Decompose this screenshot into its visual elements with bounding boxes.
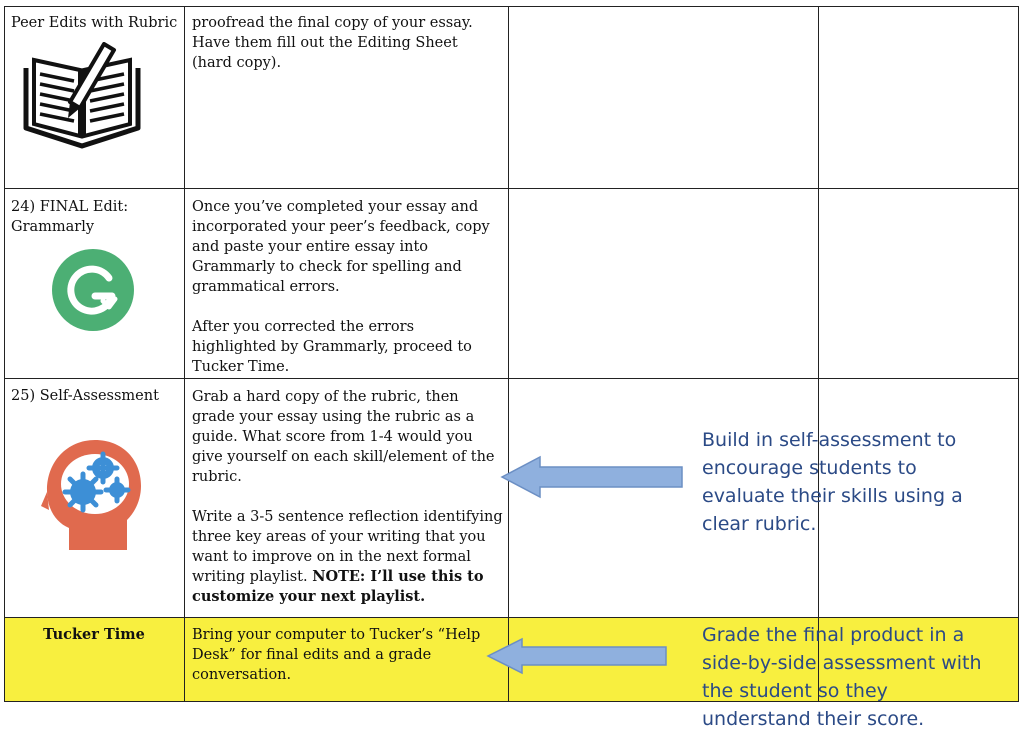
row-label: Tucker Time (43, 626, 145, 643)
row-instructions (192, 13, 502, 73)
table-line (4, 188, 1019, 189)
row-instructions (192, 197, 502, 377)
reflection-text: Write a 3-5 sentence reflection identifying three key areas of your writing that you want to improve on in the next formal writing playlist. (192, 509, 503, 585)
left-arrow-icon (486, 637, 668, 675)
instruction-paragraph: After you corrected the errors highlighted by Grammarly, proceed to Tucker Time. (192, 319, 472, 375)
self-assessment-note: Build in self-assessment to encourage students to evaluate their skills using a clear rubric. (702, 429, 963, 535)
table-line (4, 378, 1019, 379)
instruction-paragraph: proofread the final copy of your essay. Have them fill out the Editing Sheet (hard copy). (192, 15, 473, 71)
grade-note: Grade the final product in a side-by-side assessment with the student so they understand their score. (702, 624, 982, 730)
table-line (184, 6, 185, 702)
row-label: 24) FINAL Edit: Grammarly (11, 199, 129, 235)
table-line (508, 6, 509, 702)
book-pencil-icon (22, 42, 142, 150)
row-instructions (192, 625, 502, 685)
instruction-paragraph: Once you’ve completed your essay and incorporated your peer’s feedback, copy and paste your entire essay into Grammarly to check for spelling and grammatical errors. (192, 199, 490, 295)
row-instructions (192, 387, 504, 607)
grammarly-logo-icon (51, 248, 135, 332)
table-line (4, 6, 5, 702)
instruction-paragraph: Bring your computer to Tucker’s “Help Desk” for final edits and a grade conversation. (192, 627, 481, 683)
table-line (4, 6, 1019, 7)
table-line (4, 617, 1019, 618)
reflection-note: NOTE: I’ll use this to customize your next playlist. (192, 568, 484, 605)
left-arrow-icon (500, 455, 684, 499)
instruction-paragraph (192, 507, 504, 607)
row-label: Peer Edits with Rubric (11, 15, 178, 31)
table-line (818, 6, 819, 702)
row-label: 25) Self-Assessment (11, 388, 159, 404)
head-gears-icon (41, 432, 145, 552)
instruction-paragraph: Grab a hard copy of the rubric, then grade your essay using the rubric as a guide. What score from 1-4 would you give yourself on each skill/element of the rubric. (192, 389, 495, 485)
table-line (1018, 6, 1019, 702)
